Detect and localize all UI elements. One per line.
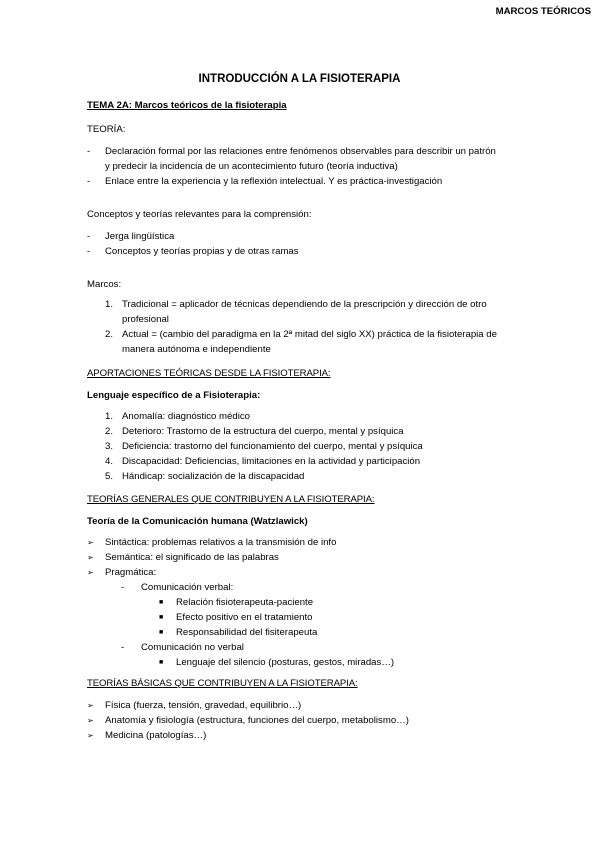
list-item: - Declaración formal por las relaciones entre fenómenos observables para describir un patrón y predecir la incidencia de un acontecimiento futuro (teoría inductiva) [87, 146, 496, 172]
list-number: 1. [105, 411, 114, 422]
list-item: ■ Efecto positivo en el tratamiento [159, 612, 313, 623]
page-title: INTRODUCCIÓN A LA FISIOTERAPIA [198, 73, 401, 85]
dash-bullet: - [87, 246, 91, 257]
list-item: ■ Responsabilidad del fisiterapeuta [159, 627, 318, 638]
arrow-bullet-icon: ➢ [87, 716, 94, 725]
dash-bullet: - [121, 582, 125, 593]
page-header: MARCOS TEÓRICOS [495, 6, 591, 17]
list-item: 2. Deterioro: Trastorno de la estructura del cuerpo, mental y psíquica [105, 426, 404, 437]
teoria-heading: TEORÍA: [87, 124, 126, 135]
dash-bullet: - [87, 176, 91, 187]
generales-heading: TEORÍAS GENERALES QUE CONTRIBUYEN A LA FISIOTERAPIA: [87, 494, 375, 505]
marcos-heading: Marcos: [87, 279, 122, 290]
generales-section [87, 492, 499, 670]
arrow-bullet-icon: ➢ [87, 731, 94, 740]
list-number: 1. [105, 299, 114, 310]
list-item: ➢ Semántica: el significado de las palabras [87, 552, 279, 563]
square-bullet-icon: ■ [159, 614, 164, 621]
basicas-heading: TEORÍAS BÁSICAS QUE CONTRIBUYEN A LA FISIOTERAPIA: [87, 678, 358, 689]
list-item: 1. Anomalía: diagnóstico médico [105, 411, 250, 422]
arrow-bullet-icon: ➢ [87, 701, 94, 710]
arrow-bullet-icon: ➢ [87, 553, 94, 562]
generales-subheading: Teoría de la Comunicación humana (Watzlawick) [87, 516, 308, 527]
list-item: 3. Deficiencia: trastorno del funcionamiento del cuerpo, mental y psíquica [105, 441, 423, 452]
conceptos-heading: Conceptos y teorías relevantes para la comprensión: [87, 209, 312, 220]
list-number: 5. [105, 471, 114, 482]
list-item: 2. Actual = (cambio del paradigma en la 2ª mitad del siglo XX) práctica de la fisioterapia de manera autónoma e independiente [105, 329, 497, 355]
list-item: ■ Lenguaje del silencio (posturas, gestos, miradas…) [159, 657, 395, 668]
list-item: ➢ Anatomía y fisiología (estructura, funciones del cuerpo, metabolismo…) [87, 715, 409, 726]
list-number: 2. [105, 329, 114, 340]
dash-bullet: - [121, 642, 125, 653]
teoria-section [87, 122, 499, 189]
dash-bullet: - [87, 231, 91, 242]
list-number: 4. [105, 456, 114, 467]
list-item: 5. Hándicap: socialización de la discapacidad [105, 471, 305, 482]
aportaciones-heading: APORTACIONES TEÓRICAS DESDE LA FISIOTERAPIA: [87, 368, 331, 379]
tema-heading [87, 98, 499, 113]
aportaciones-subheading: Lenguaje específico de a Fisioterapia: [87, 390, 261, 401]
list-item: ■ Relación fisioterapeuta-paciente [159, 597, 314, 608]
list-item: ➢ Pragmática: [87, 567, 157, 578]
square-bullet-icon: ■ [159, 629, 164, 636]
tema-label: TEMA 2A: Marcos teóricos de la fisioterapia [87, 100, 287, 111]
list-number: 3. [105, 441, 114, 452]
list-item: 1. Tradicional = aplicador de técnicas dependiendo de la prescripción y dirección de otro profesional [105, 299, 487, 325]
list-number: 2. [105, 426, 114, 437]
aportaciones-section [87, 366, 499, 484]
list-item: - Enlace entre la experiencia y la reflexión intelectual. Y es práctica-investigación [87, 176, 443, 187]
square-bullet-icon: ■ [159, 659, 164, 666]
list-item: 4. Discapacidad: Deficiencias, limitaciones en la actividad y participación [105, 456, 421, 467]
list-item: ➢ Sintáctica: problemas relativos a la transmisión de info [87, 537, 337, 548]
conceptos-section [87, 207, 499, 259]
arrow-bullet-icon: ➢ [87, 568, 94, 577]
list-item: - Jerga lingüística [87, 231, 175, 242]
dash-bullet: - [87, 146, 91, 157]
basicas-section [87, 676, 499, 743]
marcos-section [87, 277, 499, 357]
square-bullet-icon: ■ [159, 599, 164, 606]
list-item: ➢ Medicina (patologías…) [87, 730, 207, 741]
list-item: - Comunicación verbal: [121, 582, 234, 593]
list-item: ➢ Física (fuerza, tensión, gravedad, equilibrio…) [87, 700, 302, 711]
list-item: - Conceptos y teorías propias y de otras ramas [87, 246, 299, 257]
arrow-bullet-icon: ➢ [87, 538, 94, 547]
list-item: - Comunicación no verbal [121, 642, 244, 653]
